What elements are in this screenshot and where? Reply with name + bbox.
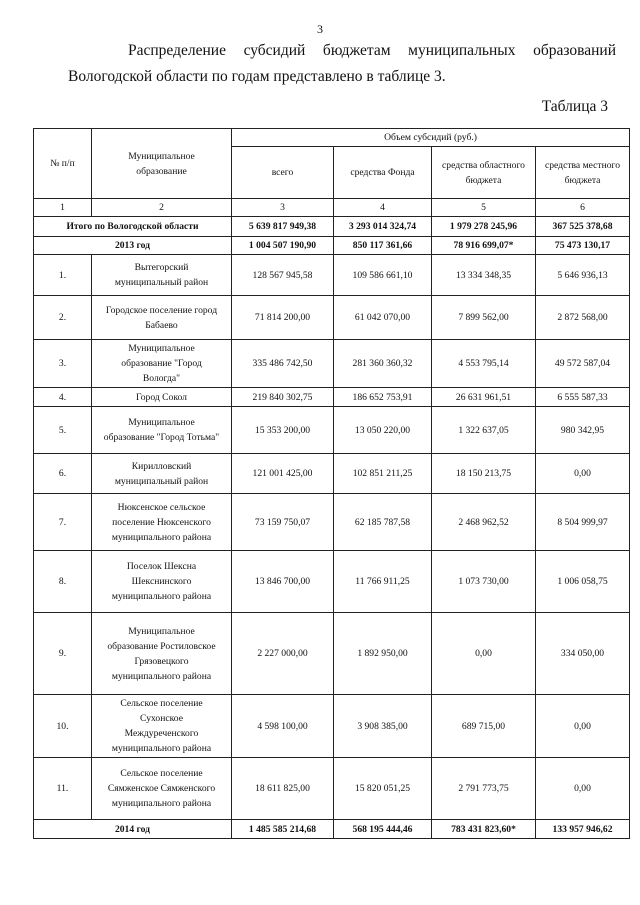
header-regional: средства областного бюджета: [432, 147, 536, 199]
header-total: всего: [232, 147, 334, 199]
year-label: 2013 год: [34, 237, 232, 255]
table-row: [34, 551, 630, 613]
row-name: Город Сокол: [92, 388, 232, 407]
row-fund: 15 820 051,25: [334, 758, 432, 820]
year-total: 1 004 507 190,90: [232, 237, 334, 255]
row-local: 0,00: [536, 454, 630, 494]
year-local: 75 473 130,17: [536, 237, 630, 255]
table-row: [34, 296, 630, 340]
row-local: 980 342,95: [536, 407, 630, 454]
row-fund: 109 586 661,10: [334, 255, 432, 296]
row-total: 2 227 000,00: [232, 613, 334, 695]
year-total: 1 485 585 214,68: [232, 820, 334, 839]
table-row: [34, 340, 630, 388]
row-local: 6 555 587,33: [536, 388, 630, 407]
column-number: 5: [432, 199, 536, 217]
header-row-1: [34, 129, 630, 147]
year-local: 133 957 946,62: [536, 820, 630, 839]
row-local: 0,00: [536, 758, 630, 820]
column-number: 6: [536, 199, 630, 217]
table-row: [34, 407, 630, 454]
column-number: 1: [34, 199, 92, 217]
row-local: 2 872 568,00: [536, 296, 630, 340]
intro-line-2: Вологодской области по годам представлено в таблице 3.: [68, 68, 446, 85]
row-total: 15 353 200,00: [232, 407, 334, 454]
row-total: 4 598 100,00: [232, 695, 334, 758]
intro-line-1: Распределение субсидий бюджетам муниципальных образований: [128, 42, 616, 59]
row-total: 335 486 742,50: [232, 340, 334, 388]
row-fund: 102 851 211,25: [334, 454, 432, 494]
row-total: 71 814 200,00: [232, 296, 334, 340]
row-total: 219 840 302,75: [232, 388, 334, 407]
row-name: Городское поселение город Бабаево: [92, 296, 232, 340]
year-regional: 783 431 823,60*: [432, 820, 536, 839]
row-regional: 4 553 795,14: [432, 340, 536, 388]
row-local: 0,00: [536, 695, 630, 758]
row-num: 11.: [34, 758, 92, 820]
row-fund: 186 652 753,91: [334, 388, 432, 407]
row-num: 7.: [34, 494, 92, 551]
row-fund: 13 050 220,00: [334, 407, 432, 454]
row-total: 121 001 425,00: [232, 454, 334, 494]
row-fund: 62 185 787,58: [334, 494, 432, 551]
table-caption: Таблица 3: [541, 98, 608, 115]
summary-fund: 3 293 014 324,74: [334, 217, 432, 237]
year-2014-row: [34, 820, 630, 839]
table-row: [34, 255, 630, 296]
row-num: 4.: [34, 388, 92, 407]
row-fund: 3 908 385,00: [334, 695, 432, 758]
column-number: 4: [334, 199, 432, 217]
table-row: [34, 758, 630, 820]
header-name: Муниципальное образование: [92, 129, 232, 199]
row-regional: 0,00: [432, 613, 536, 695]
row-fund: 61 042 070,00: [334, 296, 432, 340]
row-local: 334 050,00: [536, 613, 630, 695]
row-regional: 7 899 562,00: [432, 296, 536, 340]
year-fund: 850 117 361,66: [334, 237, 432, 255]
row-fund: 281 360 360,32: [334, 340, 432, 388]
row-total: 128 567 945,58: [232, 255, 334, 296]
table-row: [34, 454, 630, 494]
header-group: Объем субсидий (руб.): [232, 129, 630, 147]
row-name: Сельское поселение Сямженское Сямженского муниципального района: [92, 758, 232, 820]
row-regional: 2 468 962,52: [432, 494, 536, 551]
row-regional: 689 715,00: [432, 695, 536, 758]
row-fund: 1 892 950,00: [334, 613, 432, 695]
column-number: 2: [92, 199, 232, 217]
row-local: 5 646 936,13: [536, 255, 630, 296]
row-num: 10.: [34, 695, 92, 758]
row-regional: 1 073 730,00: [432, 551, 536, 613]
row-name: Муниципальное образование "Город Вологда": [92, 340, 232, 388]
row-regional: 2 791 773,75: [432, 758, 536, 820]
row-num: 8.: [34, 551, 92, 613]
table-row: [34, 388, 630, 407]
row-regional: 26 631 961,51: [432, 388, 536, 407]
page-number: 3: [317, 22, 323, 36]
summary-label: Итого по Вологодской области: [34, 217, 232, 237]
row-total: 18 611 825,00: [232, 758, 334, 820]
row-num: 6.: [34, 454, 92, 494]
table-row: [34, 613, 630, 695]
row-fund: 11 766 911,25: [334, 551, 432, 613]
table-row: [34, 494, 630, 551]
row-regional: 18 150 213,75: [432, 454, 536, 494]
row-regional: 1 322 637,05: [432, 407, 536, 454]
row-num: 1.: [34, 255, 92, 296]
row-name: Муниципальное образование "Город Тотьма": [92, 407, 232, 454]
summary-row: [34, 217, 630, 237]
row-local: 1 006 058,75: [536, 551, 630, 613]
summary-regional: 1 979 278 245,96: [432, 217, 536, 237]
row-total: 73 159 750,07: [232, 494, 334, 551]
row-name: Муниципальное образование Ростиловское Грязовецкого муниципального района: [92, 613, 232, 695]
header-num: № п/п: [34, 129, 92, 199]
row-num: 3.: [34, 340, 92, 388]
row-name: Вытегорский муниципальный район: [92, 255, 232, 296]
summary-total: 5 639 817 949,38: [232, 217, 334, 237]
row-num: 9.: [34, 613, 92, 695]
row-name: Нюксенское сельское поселение Нюксенского муниципального района: [92, 494, 232, 551]
year-regional: 78 916 699,07*: [432, 237, 536, 255]
year-fund: 568 195 444,46: [334, 820, 432, 839]
intro-paragraph: [68, 38, 616, 90]
row-local: 49 572 587,04: [536, 340, 630, 388]
year-2013-row: [34, 237, 630, 255]
table-row: [34, 695, 630, 758]
column-number-row: [34, 199, 630, 217]
row-total: 13 846 700,00: [232, 551, 334, 613]
column-number: 3: [232, 199, 334, 217]
summary-local: 367 525 378,68: [536, 217, 630, 237]
row-local: 8 504 999,97: [536, 494, 630, 551]
row-num: 2.: [34, 296, 92, 340]
row-name: Поселок Шексна Шекснинского муниципального района: [92, 551, 232, 613]
row-regional: 13 334 348,35: [432, 255, 536, 296]
row-name: Сельское поселение Сухонское Междуреченского муниципального района: [92, 695, 232, 758]
header-local: средства местного бюджета: [536, 147, 630, 199]
row-name: Кирилловский муниципальный район: [92, 454, 232, 494]
header-fund: средства Фонда: [334, 147, 432, 199]
year-label: 2014 год: [34, 820, 232, 839]
row-num: 5.: [34, 407, 92, 454]
subsidy-table: [33, 128, 630, 839]
